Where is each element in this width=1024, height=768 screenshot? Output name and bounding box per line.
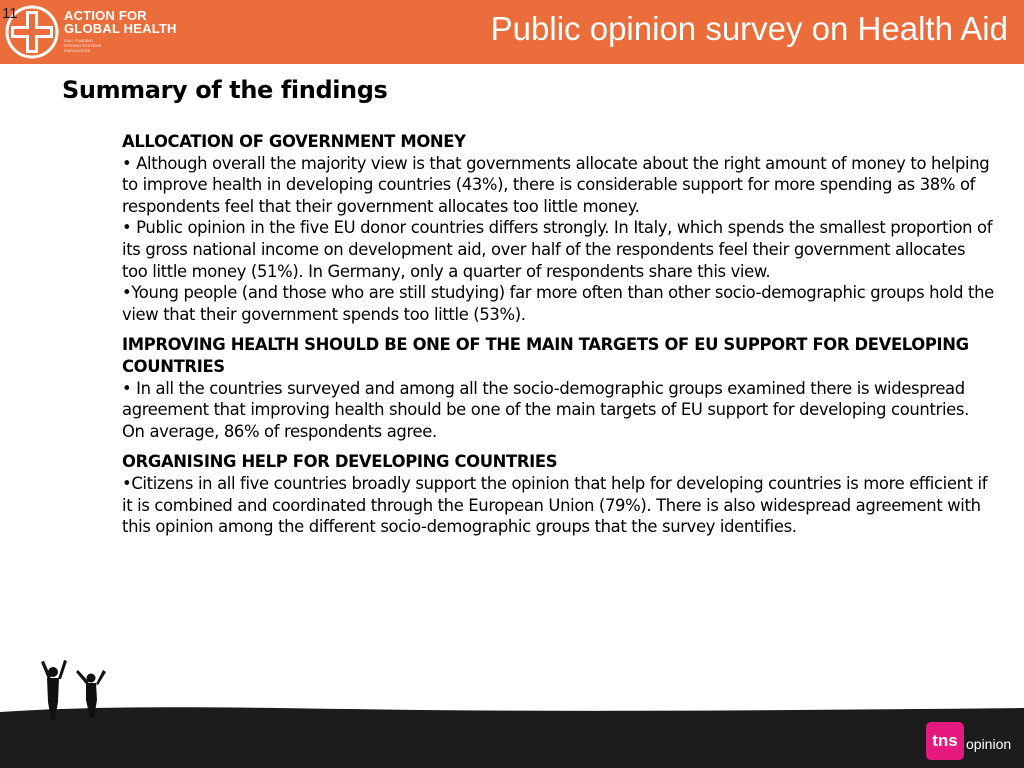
finding-block-organising-help bbox=[122, 451, 994, 537]
logo-line-1: ACTION FOR bbox=[64, 8, 147, 23]
finding-paragraph: • Although overall the majority view is that governments allocate about the right amount of money to helping to improve health in developing countries (43%), there is considerable support for more spending as 38% of respondents feel that their government allocates too little money. bbox=[122, 153, 990, 216]
finding-heading: ALLOCATION OF GOVERNMENT MONEY bbox=[122, 132, 466, 151]
finding-heading: ORGANISING HELP FOR DEVELOPING COUNTRIES bbox=[122, 452, 558, 472]
finding-block-allocation bbox=[122, 131, 994, 325]
finding-paragraph: •Citizens in all five countries broadly support the opinion that help for developing countries is more efficient if it is combined and coordinated through the European Union (79%). There is also widespread agreement with this opinion among the different socio-demographic groups that the survey identifies. bbox=[122, 473, 988, 537]
finding-paragraph: •Young people (and those who are still studying) far more often than other socio-demographic groups hold the view that their government spends too little (53%). bbox=[122, 283, 994, 324]
finding-block-health-targets bbox=[122, 334, 994, 442]
tns-logo: tns bbox=[926, 722, 964, 760]
logo-tagline bbox=[64, 38, 177, 53]
slide-number: 11 bbox=[2, 5, 18, 22]
tns-opinion-text: opinion bbox=[966, 736, 1012, 752]
hill-silhouette bbox=[0, 707, 1024, 768]
findings-content bbox=[122, 131, 994, 547]
header-bar bbox=[0, 0, 1024, 64]
logo-tagline-line: STRONG SYSTEMS bbox=[64, 43, 102, 48]
deck-title: Public opinion survey on Health Aid bbox=[490, 10, 1008, 47]
logo-line-2: GLOBAL HEALTH bbox=[64, 21, 177, 36]
logo-tagline-line: FULL FUNDING bbox=[64, 38, 93, 43]
finding-paragraph: • In all the countries surveyed and among all the socio-demographic groups examined there is widespread agreement that improving health should be one of the main targets of EU support for developing countries. On average, 86% of respondents agree. bbox=[122, 378, 969, 441]
logo-tagline-line: FAIR ACCESS bbox=[64, 48, 91, 53]
footer-landscape bbox=[0, 650, 1024, 768]
logo-text bbox=[64, 9, 177, 53]
finding-heading: IMPROVING HEALTH SHOULD BE ONE OF THE MAIN TARGETS OF EU SUPPORT FOR DEVELOPING COUNTRIES bbox=[122, 335, 969, 376]
finding-paragraph: • Public opinion in the five EU donor countries differs strongly. In Italy, which spends the smallest proportion of its gross national income on development aid, over half of the respondents feel their government allocates too little money (51%). In Germany, only a quarter of respondents share this view. bbox=[122, 218, 993, 281]
section-heading: Summary of the findings bbox=[62, 76, 388, 104]
